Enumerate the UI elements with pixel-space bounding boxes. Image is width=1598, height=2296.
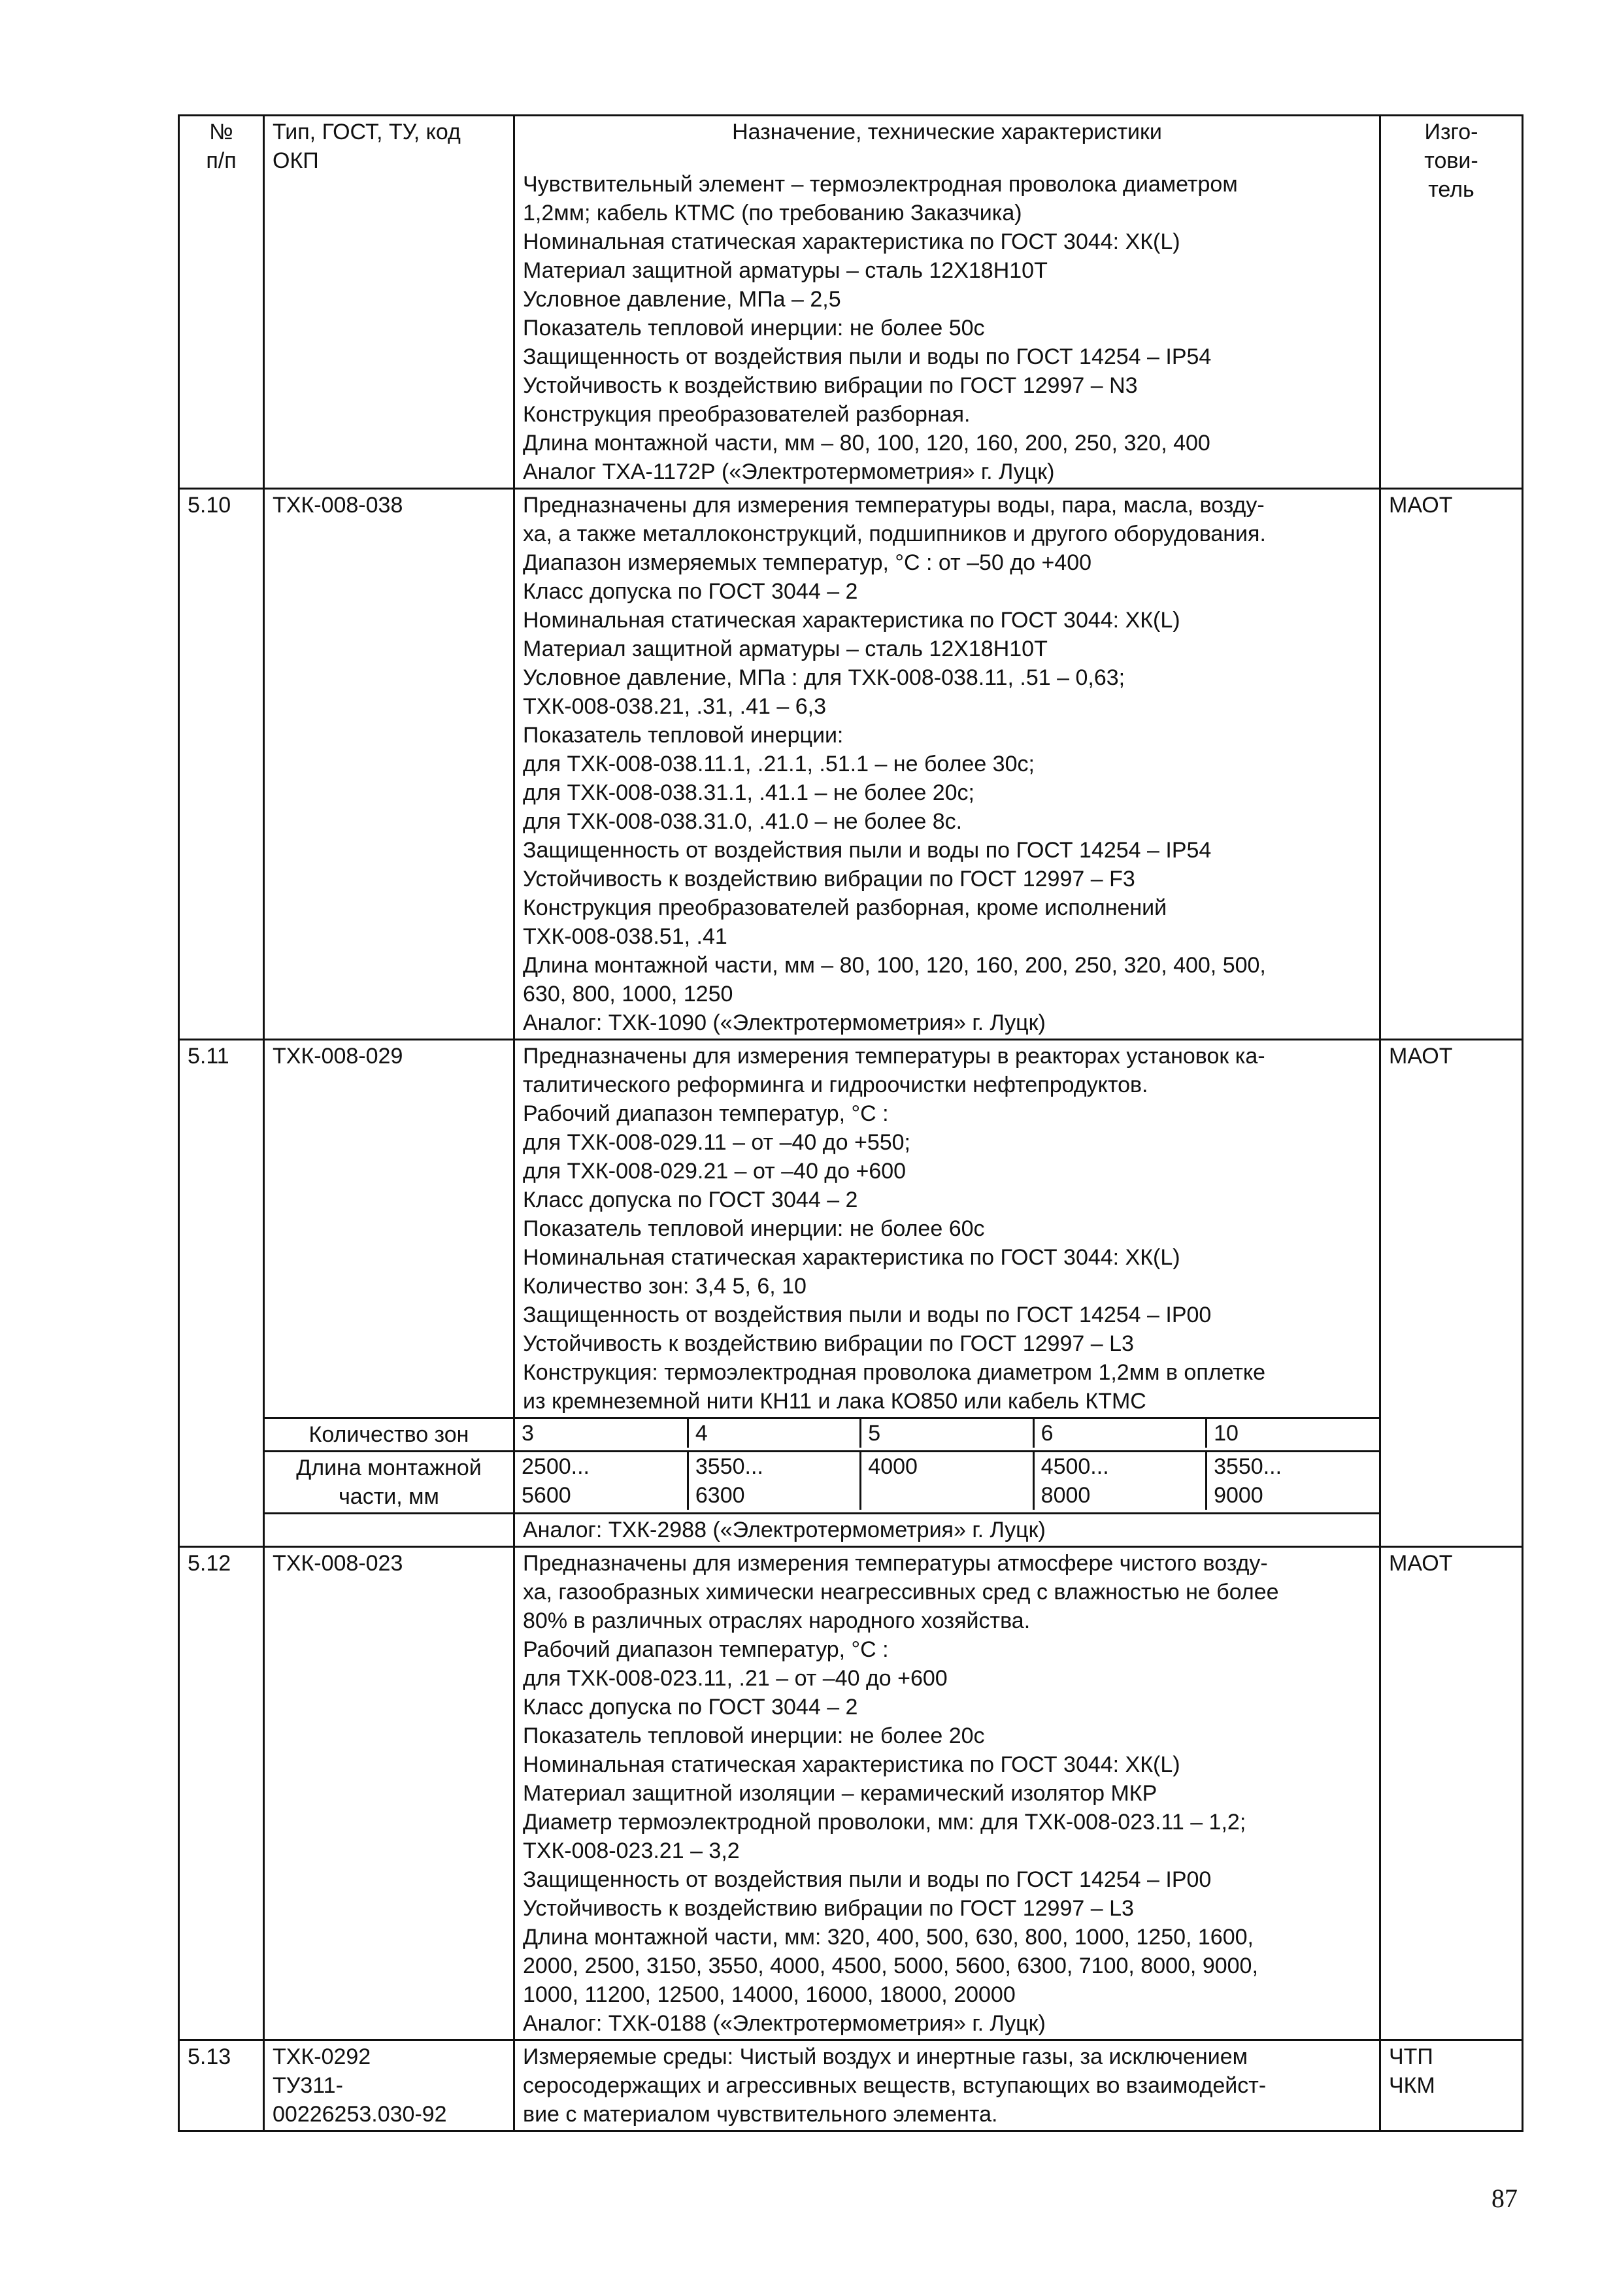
spec-table [178,114,1523,2132]
row-type: ТХК-008-038 [264,489,514,1040]
length-values [514,1452,1380,1514]
zone-value: 6 [1033,1419,1206,1448]
row-number: 5.10 [179,489,264,1040]
length-value: 4500... 8000 [1033,1452,1206,1510]
table-row-lengths [179,1452,1523,1514]
length-label: Длина монтажной части, мм [264,1452,514,1514]
length-value: 4000 [861,1452,1033,1510]
row-type: ТХК-008-029 [264,1040,514,1418]
table-row-zones [179,1418,1523,1452]
row-maker: МАОТ [1380,1040,1523,1418]
table-row [179,1040,1523,1418]
table-row [179,2040,1523,2131]
zone-value: 4 [688,1419,860,1448]
row-description: Измеряемые среды: Чистый воздух и инертные газы, за исключением серосодержащих и агрессивных веществ, вступающих во взаимодейст- вие с материалом чувствительного элемента. [514,2040,1380,2131]
zone-value: 3 [515,1419,688,1448]
page-number: 87 [1491,2184,1518,2213]
table-row-analog [179,1514,1523,1547]
header-maker: Изго- тови- тель [1380,116,1523,489]
table-row [179,1547,1523,2040]
header-description: Назначение, технические характеристики Чувствительный элемент – термоэлектродная проволока диаметром 1,2мм; кабель КТМС (по требованию Заказчика) Номинальная статическая характеристика по ГОСТ 3044: ХК(L) Материал защитной арматуры – сталь 12Х18Н10Т Условное давление, МПа – 2,5 Показатель тепловой инерции: не более 50с Защищенность от воздействия пыли и воды по ГОСТ 14254 – IP54 Устойчивость к воздействию вибрации по ГОСТ 12997 – N3 Конструкция преобразователей разборная. Длина монтажной части, мм – 80, 100, 120, 160, 200, 250, 320, 400 Аналог ТХА-1172Р («Электротермометрия» г. Луцк) [514,116,1380,489]
table-row [179,489,1523,1040]
zones-label: Количество зон [264,1418,514,1452]
zone-value: 5 [861,1419,1033,1448]
length-value: 2500... 5600 [515,1452,688,1510]
row-maker: МАОТ [1380,1547,1523,2040]
row-type: ТХК-0292 ТУ311- 00226253.030-92 [264,2040,514,2131]
continuation-description: Чувствительный элемент – термоэлектродная проволока диаметром 1,2мм; кабель КТМС (по требованию Заказчика) Номинальная статическая характеристика по ГОСТ 3044: ХК(L) Материал защитной арматуры – сталь 12Х18Н10Т Условное давление, МПа – 2,5 Показатель тепловой инерции: не более 50с Защищенность от воздействия пыли и воды по ГОСТ 14254 – IP54 Устойчивость к воздействию вибрации по ГОСТ 12997 – N3 Конструкция преобразователей разборная. Длина монтажной части, мм – 80, 100, 120, 160, 200, 250, 320, 400 Аналог ТХА-1172Р («Электротермометрия» г. Луцк) [523,172,1238,484]
row-description: Предназначены для измерения температуры атмосфере чистого возду- ха, газообразных химически неагрессивных сред с влажностью не более 80% в различных отраслях народного хозяйства. Рабочий диапазон температур, °С : для ТХК-008-023.11, .21 – от –40 до +600 Класс допуска по ГОСТ 3044 – 2 Показатель тепловой инерции: не более 20с Номинальная статическая характеристика по ГОСТ 3044: ХК(L) Материал защитной изоляции – керамический изолятор МКР Диаметр термоэлектродной проволоки, мм: для ТХК-008-023.11 – 1,2; ТХК-008-023.21 – 3,2 Защищенность от воздействия пыли и воды по ГОСТ 14254 – IP00 Устойчивость к воздействию вибрации по ГОСТ 12997 – L3 Длина монтажной части, мм: 320, 400, 500, 630, 800, 1000, 1250, 1600, 2000, 2500, 3150, 3550, 4000, 4500, 5000, 5600, 6300, 7100, 8000, 9000, 1000, 11200, 12500, 14000, 16000, 18000, 20000 Аналог: ТХК-0188 («Электротермометрия» г. Луцк) [514,1547,1380,2040]
row-number: 5.12 [179,1547,264,2040]
row-maker: МАОТ [1380,489,1523,1040]
analog-text: Аналог: ТХК-2988 («Электротермометрия» г. Луцк) [514,1514,1380,1547]
length-value: 3550... 6300 [688,1452,860,1510]
zones-values [514,1418,1380,1452]
length-value: 3550... 9000 [1207,1452,1379,1510]
row-type: ТХК-008-023 [264,1547,514,2040]
row-maker: ЧТП ЧКМ [1380,2040,1523,2131]
row-number: 5.11 [179,1040,264,1418]
header-number: № п/п [179,116,264,489]
row-number: 5.13 [179,2040,264,2131]
zone-value: 10 [1207,1419,1379,1448]
header-type: Тип, ГОСТ, ТУ, код ОКП [264,116,514,489]
table-header-row [179,116,1523,489]
row-description: Предназначены для измерения температуры воды, пара, масла, возду- ха, а также металлоконструкций, подшипников и другого оборудования. Диапазон измеряемых температур, °С : от –50 до +400 Класс допуска по ГОСТ 3044 – 2 Номинальная статическая характеристика по ГОСТ 3044: ХК(L) Материал защитной арматуры – сталь 12Х18Н10Т Условное давление, МПа : для ТХК-008-038.11, .51 – 0,63; ТХК-008-038.21, .31, .41 – 6,3 Показатель тепловой инерции: для ТХК-008-038.11.1, .21.1, .51.1 – не более 30с; для ТХК-008-038.31.1, .41.1 – не более 20с; для ТХК-008-038.31.0, .41.0 – не более 8с. Защищенность от воздействия пыли и воды по ГОСТ 14254 – IP54 Устойчивость к воздействию вибрации по ГОСТ 12997 – F3 Конструкция преобразователей разборная, кроме исполнений ТХК-008-038.51, .41 Длина монтажной части, мм – 80, 100, 120, 160, 200, 250, 320, 400, 500, 630, 800, 1000, 1250 Аналог: ТХК-1090 («Электротермометрия» г. Луцк) [514,489,1380,1040]
row-description: Предназначены для измерения температуры в реакторах установок ка- талитического реформинга и гидроочистки нефтепродуктов. Рабочий диапазон температур, °С : для ТХК-008-029.11 – от –40 до +550; для ТХК-008-029.21 – от –40 до +600 Класс допуска по ГОСТ 3044 – 2 Показатель тепловой инерции: не более 60с Номинальная статическая характеристика по ГОСТ 3044: ХК(L) Количество зон: 3,4 5, 6, 10 Защищенность от воздействия пыли и воды по ГОСТ 14254 – IP00 Устойчивость к воздействию вибрации по ГОСТ 12997 – L3 Конструкция: термоэлектродная проволока диаметром 1,2мм в оплетке из кремнеземной нити КН11 и лака КО850 или кабель КТМС [514,1040,1380,1418]
